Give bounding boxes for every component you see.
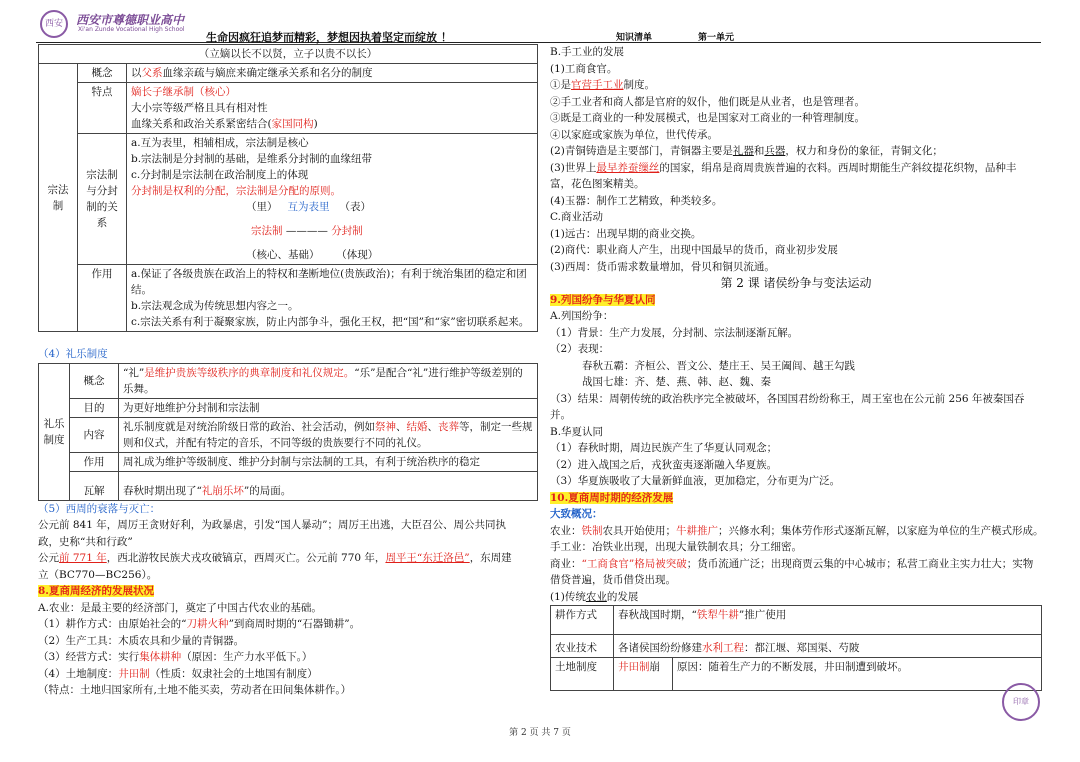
land-system-name: 井田制崩 [614,658,673,691]
zongfa-effects: a.保证了各级贵族在政治上的特权和垄断地位(贵族政治)；有利于统治集团的稳定和团结。 b.宗法观念成为传统思想内容之一。 c.宗法关系有利于凝聚家族，防止内部争斗，强化王权，把“国”和“家”密切联系起来。 [127,265,538,332]
rivalry-line-3: 春秋五霸：齐桓公、晋文公、楚庄王、吴王阖闾、越王勾践 [582,359,855,372]
school-name: 西安市尊德职业高中 [76,13,185,27]
rivalry-line-4: 战国七雄：齐、楚、燕、韩、赵、魏、秦 [582,376,771,388]
handicraft-line-6: (2)青铜铸造是主要部门，青铜器主要是礼器和兵器，权力和身份的象征，青铜文化； [550,145,943,157]
handicraft-line-2: ①是官营手工业制度。 [550,79,655,91]
agri-line-4: （4）土地制度：井田制（性质：奴隶社会的土地国有制度） [38,667,318,680]
handicraft-line-1: (1)工商食官。 [550,62,618,75]
commerce-line-1: (1)远古：出现早期的商业交换。 [550,227,702,240]
commerce-line-2: (2)商代：职业商人产生，出现中国最早的货币，商业初步发展 [550,244,838,256]
farming-method-label: 耕作方式 [551,606,614,635]
land-system-reason: 原因：随着生产力的不断发展，井田制遭到破坏。 [673,658,1042,691]
relation-label: 宗法制与分封制的关系 [78,134,127,265]
agri-line-2: （2）生产工具：木质农具和少量的青铜器。 [38,634,245,647]
page-header [36,8,1041,43]
effect-label: 作用 [78,265,127,332]
agri-tech-label: 农业技术 [551,635,614,658]
agri-line-3: （3）经营方式：实行集体耕种（原因：生产力水平低下。） [38,651,313,663]
school-logo: 西安 [40,10,68,38]
rivalry-line-6: 并。 [550,409,571,421]
liyue-collapse: 春秋时期出现了“礼崩乐坏”的局面。 [119,471,538,500]
handicraft-title: B.手工业的发展 [550,46,625,58]
zongfa-concept: 以父系血缘亲疏与嫡庶来确定继承关系和名分的制度 [127,64,538,83]
zongfa-table [38,44,538,332]
lesson-2-title: 第 2 课 诸侯纷争与变法运动 [720,276,872,290]
liyue-content: 礼乐制度就是对统治阶级日常的政治、社会活动，例如祭神、结婚、丧葬等，制定一些规则和仪式，并配有特定的音乐，不同等级的贵族要行不同的礼仪。 [119,417,538,452]
liyue-table [38,363,538,501]
handicraft-line-3: ②手工业者和商人都是官府的奴仆，他们既是从业者，也是管理者。 [550,95,865,108]
decline-line-4: 立（BC770—BC256）。 [38,568,158,581]
huaxia-line-1: （1）春秋时期，周边民族产生了华夏认同观念； [550,442,778,454]
huaxia-line-3: （3）华夏族吸收了大量新鲜血液，更加稳定，分布更为广泛。 [550,475,841,487]
overview-line-4: 借贷普遍，货币借贷出现。 [550,574,676,586]
overview-line-2: 手工业：冶铁业出现，出现大量铁制农具；分工细密。 [550,541,802,553]
school-seal: 印章 [1002,683,1040,721]
section-8-title: 8.夏商周经济的发展状况 [38,585,154,597]
doc-type: 知识清单 [616,33,653,43]
agri-tech: 各诸侯国纷纷修建水利工程：都江堰、郑国渠、芍陂 [614,635,1042,658]
decline-title: （5）西周的衰落与灭亡： [38,502,161,515]
liyue-content-label: 内容 [70,417,119,452]
concept-label: 概念 [78,64,127,83]
overview-line-1: 农业：铁制农具开始使用；牛耕推广；兴修水利；集体劳作形式逐渐瓦解，以家庭为单位的生产模式形成。 [550,524,1044,537]
liyue-collapse-label: 瓦解 [70,471,119,500]
agri-title: A.农业：是最主要的经济部门，奠定了中国古代农业的基础。 [38,601,322,614]
decline-line-3: 公元前 771 年，西北游牧民族犬戎攻破镐京，西周灭亡。公元前 770 年，周平王“东迁洛邑”，东周建 [38,552,512,564]
handicraft-line-8: 富，花色图案精美。 [550,178,645,190]
agri-line-1: （1）耕作方式：由原始社会的“刀耕火种”到商周时期的“石器锄耕”。 [38,618,361,630]
rivalry-title: A.列国纷争： [550,310,614,322]
feature-label: 特点 [78,83,127,134]
decline-line-1: 公元前 841 年，周厉王贪财好利，为政暴虐，引发“国人暴动”；周厉王出逃，大臣召公、周公共同执 [38,519,506,531]
commerce-line-3: (3)西周：货币需求数量增加，骨贝和铜贝流通。 [550,260,775,273]
handicraft-line-7: (3)世界上最早养蚕缫丝的国家，绢帛是商周贵族普遍的衣料。西周时期能生产斜纹提花织物，品种丰 [550,161,1017,174]
zongfa-features: 嫡长子继承制（核心） 大小宗等级严格且具有相对性 血缘关系和政治关系紧密结合(家国同构) [127,83,538,134]
liyue-effect-label: 作用 [70,452,119,471]
liyue-label: 礼乐制度 [39,363,70,500]
traditional-agri-title: (1)传统农业的发展 [550,590,639,603]
liyue-effect: 周礼成为维护等级制度、维护分封制与宗法制的工具，有利于统治秩序的稳定 [119,452,538,471]
farming-method: 春秋战国时期，“铁犁牛耕”推广使用 [614,606,1042,635]
handicraft-line-4: ③既是工商业的一种发展模式，也是国家对工商业的一种管理制度。 [550,112,865,124]
liyue-purpose: 为更好地维护分封制和宗法制 [119,398,538,417]
huaxia-line-2: （2）进入战国之后，戎狄蛮夷逐渐融入华夏族。 [550,458,778,471]
page-number: 第 2 页 共 7 页 [509,728,571,738]
overview-title: 大致概况： [550,508,603,520]
agri-line-5: （特点：土地归国家所有,土地不能买卖，劳动者在田间集体耕作。） [38,684,352,696]
right-column [550,44,1042,691]
rivalry-line-2: （2）表现： [550,343,610,355]
zongfa-label: 宗法制 [39,64,78,332]
rivalry-line-1: （1）背景：生产力发展，分封制、宗法制逐渐瓦解。 [550,326,799,339]
zongfa-relation: a.互为表里，相辅相成，宗法制是核心 b.宗法制是分封制的基础，是维系分封制的血缘纽带 c.分封制是宗法制在政治制度上的体现 分封制是权利的分配，宗法制是分配的原则。 （里） 互为表里 （表） 宗法制 ———— 分封制 （核心、基础） （体现） [127,134,538,265]
handicraft-line-5: ④以家庭或家族为单位，世代传承。 [550,128,718,141]
section-9-title: 9.列国纷争与华夏认同 [550,293,656,306]
agri-development-table [550,605,1042,691]
section-10-title: 10.夏商周时期的经济发展 [550,491,674,504]
decline-line-2: 政，史称“共和行政” [38,535,133,548]
rivalry-line-5: （3）结果：周朝传统的政治秩序完全被破坏，各国国君纷纷称王，周王室也在公元前 256 年被秦国吞 [550,392,1025,405]
liyue-purpose-label: 目的 [70,398,119,417]
header-motto: 生命因疯狂追梦而精彩，梦想因执着坚定而绽放 ！ [206,31,452,44]
liyue-concept-label: 概念 [70,363,119,398]
liyue-title: （4）礼乐制度 [38,348,108,360]
huaxia-title: B.华夏认同 [550,425,604,438]
commerce-title: C.商业活动 [550,211,603,223]
left-column [38,44,538,699]
liyue-concept: “礼”是维护贵族等级秩序的典章制度和礼仪规定。“乐”是配合“礼”进行维护等级差别的乐舞。 [119,363,538,398]
handicraft-line-9: (4)玉器：制作工艺精致，种类较多。 [550,194,723,207]
school-name-en: Xi'an Zunde Vocational High School [78,26,185,33]
unit-label: 第一单元 [698,33,735,43]
overview-line-3: 商业：“工商食官”格局被突破；货币流通广泛；出现商贾云集的中心城市；私营工商业主实力壮大；实物 [550,557,1034,570]
land-system-label: 土地制度 [551,658,614,691]
succession-rule: （立嫡以长不以贤，立子以贵不以长） [39,45,538,64]
